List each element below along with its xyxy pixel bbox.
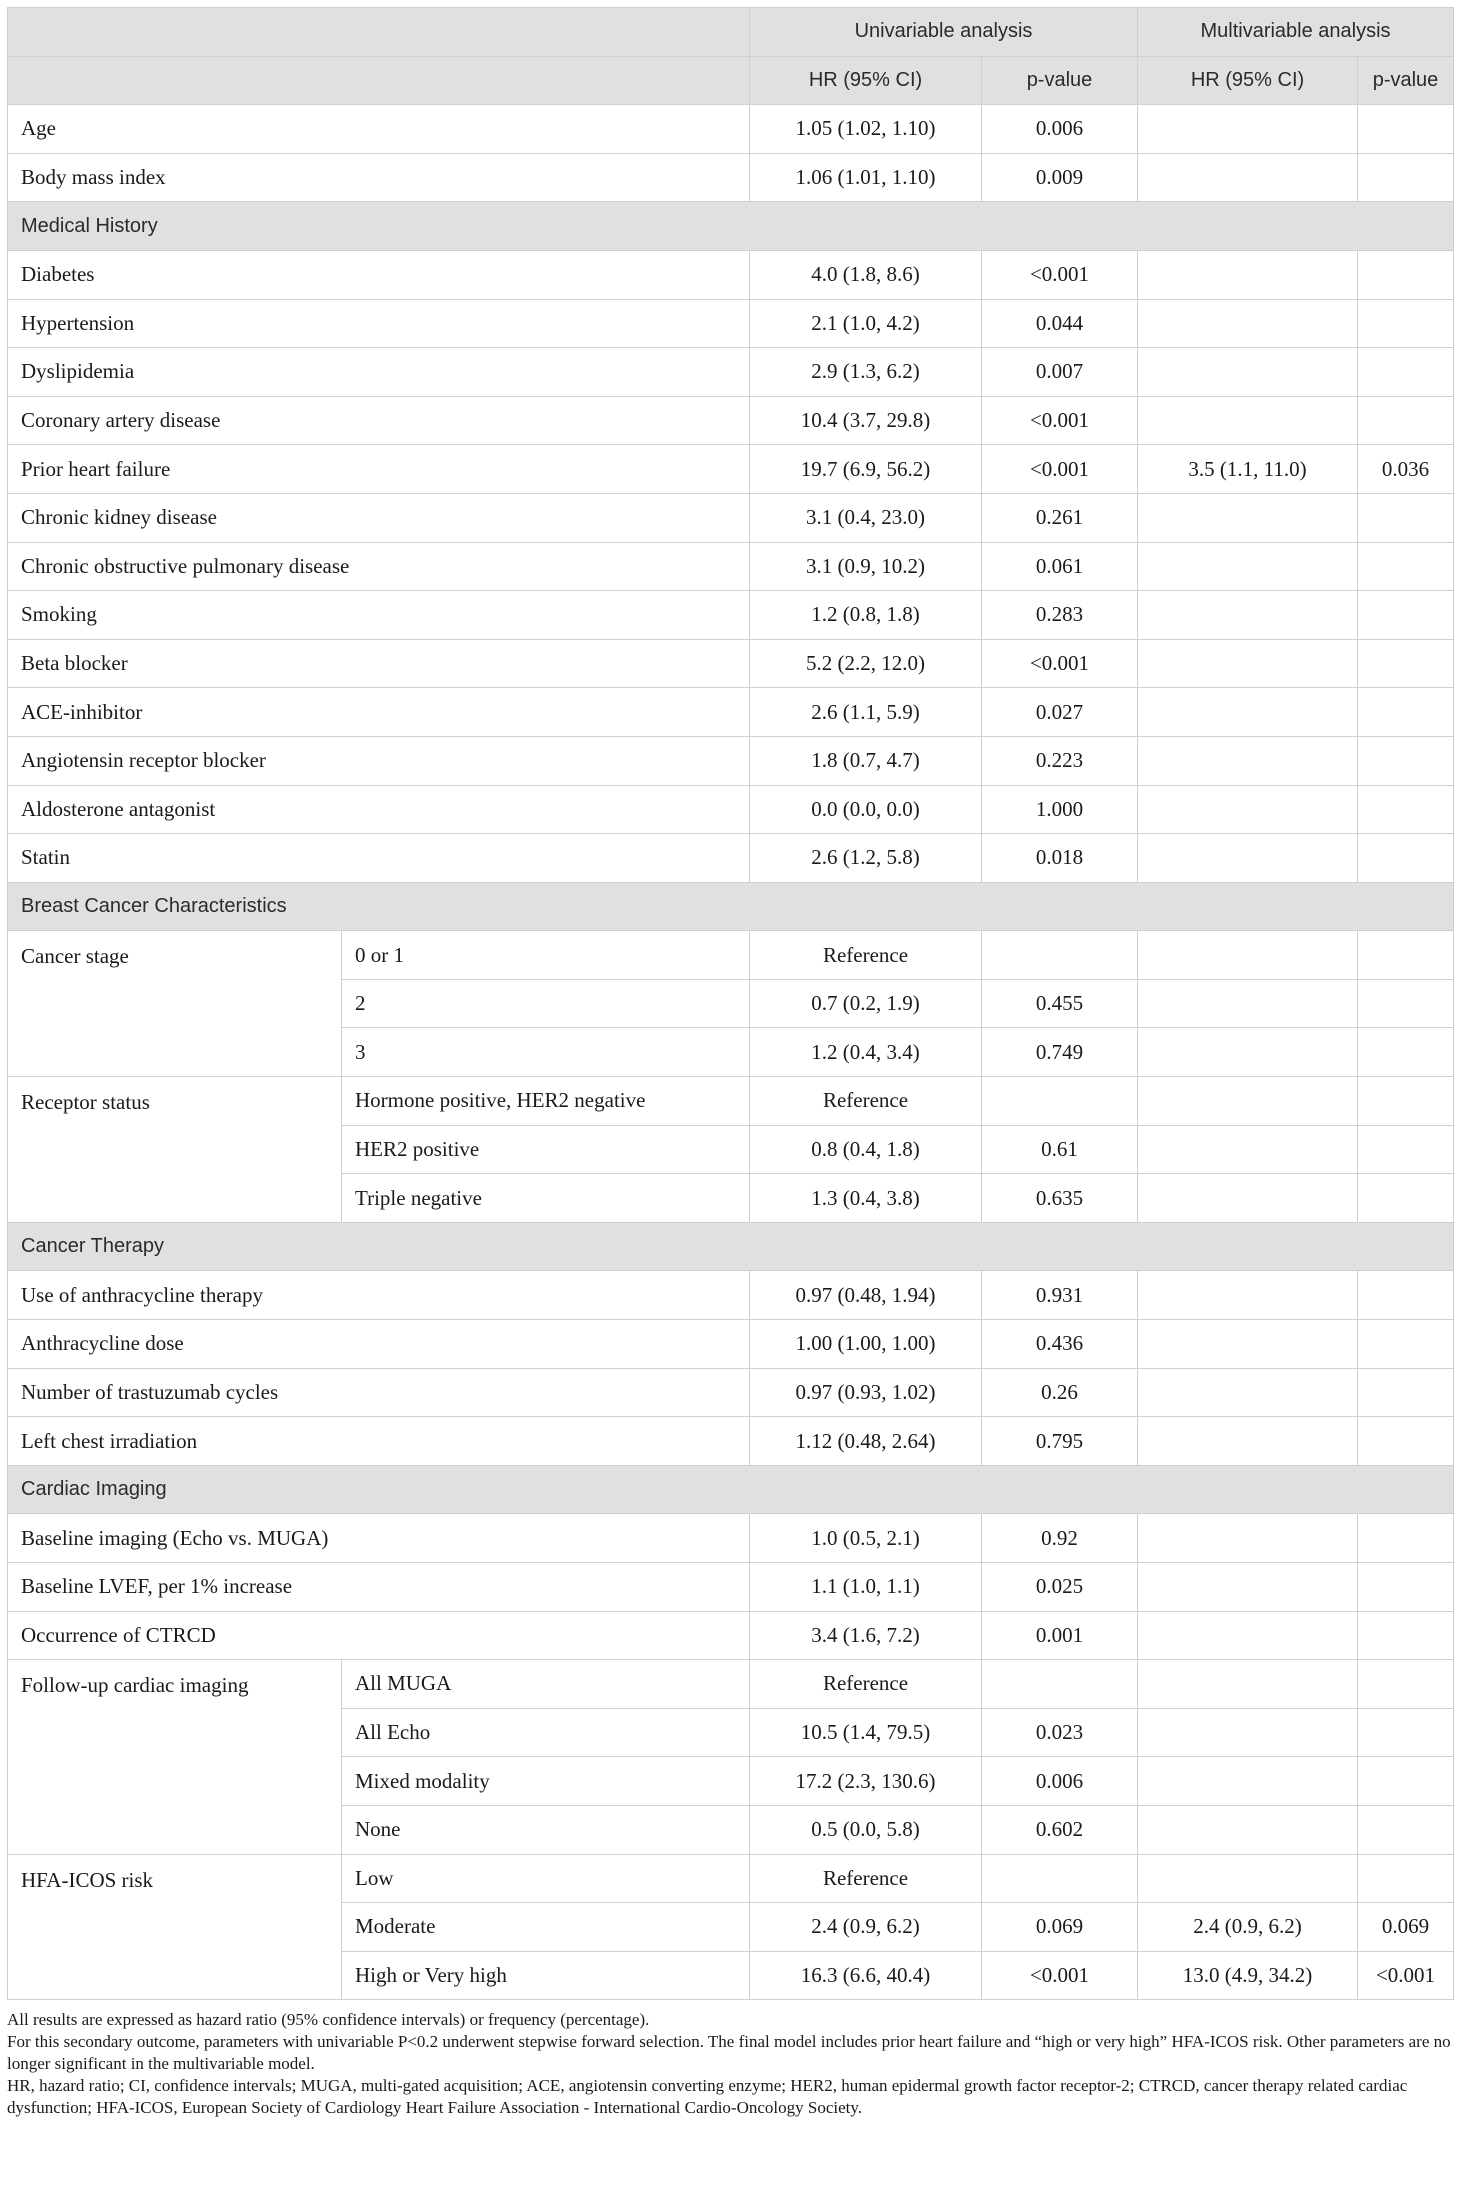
uni-p [982, 1077, 1138, 1126]
uni-p: 0.61 [982, 1125, 1138, 1174]
sub-label: Mixed modality [342, 1757, 750, 1806]
row-label: Occurrence of CTRCD [8, 1611, 750, 1660]
uni-hr: 1.8 (0.7, 4.7) [750, 736, 982, 785]
row-label: ACE-inhibitor [8, 688, 750, 737]
multi-hr: 2.4 (0.9, 6.2) [1138, 1903, 1358, 1952]
multi-hr [1138, 736, 1358, 785]
uni-p: <0.001 [982, 639, 1138, 688]
multi-hr [1138, 688, 1358, 737]
multi-hr [1138, 1320, 1358, 1369]
multi-hr [1138, 299, 1358, 348]
uni-p: 0.009 [982, 153, 1138, 202]
multi-p [1358, 1417, 1454, 1466]
table-row [8, 299, 1454, 348]
row-label: Diabetes [8, 250, 750, 299]
row-label: Baseline imaging (Echo vs. MUGA) [8, 1514, 750, 1563]
uni-hr: 0.97 (0.48, 1.94) [750, 1271, 982, 1320]
table-row [8, 1660, 1454, 1709]
sub-label: HER2 positive [342, 1125, 750, 1174]
uni-p: 0.025 [982, 1563, 1138, 1612]
multi-hr [1138, 1417, 1358, 1466]
table-row [8, 493, 1454, 542]
multi-hr-header: HR (95% CI) [1138, 56, 1358, 105]
multi-p [1358, 736, 1454, 785]
table-row [8, 105, 1454, 154]
table-footnotes [7, 2009, 1453, 2119]
multi-p [1358, 396, 1454, 445]
multi-hr [1138, 1125, 1358, 1174]
row-label: Body mass index [8, 153, 750, 202]
row-label: Receptor status [8, 1077, 342, 1223]
table-row [8, 1563, 1454, 1612]
uni-hr: Reference [750, 1854, 982, 1903]
uni-hr: 3.1 (0.4, 23.0) [750, 493, 982, 542]
multi-p [1358, 1563, 1454, 1612]
section-medical-history: Medical History [8, 202, 1454, 251]
uni-p: 0.018 [982, 834, 1138, 883]
multi-p: 0.069 [1358, 1903, 1454, 1952]
footnote-3: HR, hazard ratio; CI, confidence intervals; MUGA, multi-gated acquisition; ACE, angiotensin converting enzyme; HER2, human epidermal growth factor receptor-2; CTRCD, cancer therapy related cardiac dysfunction; HFA-ICOS, European Society of Cardiology Heart Failure Association - International Cardio-Oncology Society. [7, 2076, 1408, 2118]
multi-hr [1138, 785, 1358, 834]
table-row [8, 1271, 1454, 1320]
footnote-1: All results are expressed as hazard ratio (95% confidence intervals) or frequency (percentage). [7, 2010, 650, 2030]
multi-hr: 3.5 (1.1, 11.0) [1138, 445, 1358, 494]
multi-pvalue-header: p-value [1358, 56, 1454, 105]
multi-hr [1138, 931, 1358, 980]
multi-p [1358, 299, 1454, 348]
multi-hr [1138, 1174, 1358, 1223]
sub-label: High or Very high [342, 1951, 750, 2000]
uni-p [982, 1660, 1138, 1709]
uni-hr: 1.1 (1.0, 1.1) [750, 1563, 982, 1612]
uni-hr: 3.1 (0.9, 10.2) [750, 542, 982, 591]
uni-p: 0.931 [982, 1271, 1138, 1320]
uni-hr: 1.12 (0.48, 2.64) [750, 1417, 982, 1466]
multi-hr [1138, 1660, 1358, 1709]
multivariable-header: Multivariable analysis [1138, 8, 1454, 57]
uni-hr: 10.5 (1.4, 79.5) [750, 1708, 982, 1757]
uni-p: 0.069 [982, 1903, 1138, 1952]
uni-hr: 1.00 (1.00, 1.00) [750, 1320, 982, 1369]
header-blank-2 [8, 56, 750, 105]
table-row [8, 1368, 1454, 1417]
multi-p [1358, 348, 1454, 397]
uni-hr: 1.2 (0.8, 1.8) [750, 591, 982, 640]
multi-p [1358, 688, 1454, 737]
row-label: Smoking [8, 591, 750, 640]
uni-p: 0.023 [982, 1708, 1138, 1757]
sub-label: All MUGA [342, 1660, 750, 1709]
uni-p: 0.044 [982, 299, 1138, 348]
multi-hr [1138, 542, 1358, 591]
table-row [8, 1077, 1454, 1126]
table-row [8, 1417, 1454, 1466]
uni-hr: 3.4 (1.6, 7.2) [750, 1611, 982, 1660]
section-row [8, 1465, 1454, 1514]
uni-hr: 1.0 (0.5, 2.1) [750, 1514, 982, 1563]
multi-p [1358, 1611, 1454, 1660]
uni-hr: 5.2 (2.2, 12.0) [750, 639, 982, 688]
multi-p: <0.001 [1358, 1951, 1454, 2000]
multi-hr [1138, 105, 1358, 154]
uni-hr: 1.2 (0.4, 3.4) [750, 1028, 982, 1077]
uni-hr: Reference [750, 1660, 982, 1709]
multi-hr [1138, 1563, 1358, 1612]
hazard-ratio-table [7, 7, 1454, 2000]
sub-label: Hormone positive, HER2 negative [342, 1077, 750, 1126]
multi-p [1358, 493, 1454, 542]
uni-p: <0.001 [982, 396, 1138, 445]
uni-p: 0.635 [982, 1174, 1138, 1223]
row-label: Cancer stage [8, 931, 342, 1077]
sub-label: Low [342, 1854, 750, 1903]
multi-p [1358, 591, 1454, 640]
table-row [8, 1854, 1454, 1903]
multi-p [1358, 979, 1454, 1028]
uni-p: <0.001 [982, 250, 1138, 299]
multi-p [1358, 1125, 1454, 1174]
multi-hr [1138, 834, 1358, 883]
section-breast-cancer: Breast Cancer Characteristics [8, 882, 1454, 931]
uni-pvalue-header: p-value [982, 56, 1138, 105]
uni-hr: 0.0 (0.0, 0.0) [750, 785, 982, 834]
multi-hr [1138, 1368, 1358, 1417]
uni-p: 0.436 [982, 1320, 1138, 1369]
uni-hr: Reference [750, 931, 982, 980]
section-cardiac-imaging: Cardiac Imaging [8, 1465, 1454, 1514]
sub-label: None [342, 1805, 750, 1854]
sub-label: 2 [342, 979, 750, 1028]
table-row [8, 396, 1454, 445]
uni-p: 0.749 [982, 1028, 1138, 1077]
footnote-2: For this secondary outcome, parameters with univariable P<0.2 underwent stepwise forward selection. The final model includes prior heart failure and “high or very high” HFA-ICOS risk. Other parameters are no longer significant in the multivariable model. [7, 2032, 1451, 2074]
table-row [8, 1611, 1454, 1660]
multi-p [1358, 931, 1454, 980]
uni-hr: 1.3 (0.4, 3.8) [750, 1174, 982, 1223]
sub-label: All Echo [342, 1708, 750, 1757]
row-label: Hypertension [8, 299, 750, 348]
row-label: Angiotensin receptor blocker [8, 736, 750, 785]
univariable-header: Univariable analysis [750, 8, 1138, 57]
uni-hr: 19.7 (6.9, 56.2) [750, 445, 982, 494]
multi-p [1358, 105, 1454, 154]
uni-p: <0.001 [982, 1951, 1138, 2000]
multi-p [1358, 1368, 1454, 1417]
uni-hr: 2.6 (1.1, 5.9) [750, 688, 982, 737]
table-row [8, 834, 1454, 883]
row-label: Dyslipidemia [8, 348, 750, 397]
table-row [8, 688, 1454, 737]
row-label: Baseline LVEF, per 1% increase [8, 1563, 750, 1612]
uni-p: 0.795 [982, 1417, 1138, 1466]
multi-p [1358, 153, 1454, 202]
uni-hr: 2.4 (0.9, 6.2) [750, 1903, 982, 1952]
row-label: Follow-up cardiac imaging [8, 1660, 342, 1854]
uni-p: <0.001 [982, 445, 1138, 494]
table-row [8, 639, 1454, 688]
table-row [8, 250, 1454, 299]
multi-p [1358, 1028, 1454, 1077]
row-label: Prior heart failure [8, 445, 750, 494]
section-row [8, 882, 1454, 931]
uni-p [982, 931, 1138, 980]
multi-p [1358, 1854, 1454, 1903]
multi-p [1358, 1271, 1454, 1320]
multi-p [1358, 1077, 1454, 1126]
uni-hr: 10.4 (3.7, 29.8) [750, 396, 982, 445]
uni-p: 0.007 [982, 348, 1138, 397]
multi-p [1358, 834, 1454, 883]
multi-p [1358, 542, 1454, 591]
multi-hr [1138, 348, 1358, 397]
multi-hr [1138, 1611, 1358, 1660]
multi-hr [1138, 1757, 1358, 1806]
multi-hr: 13.0 (4.9, 34.2) [1138, 1951, 1358, 2000]
uni-p: 0.223 [982, 736, 1138, 785]
row-label: HFA-ICOS risk [8, 1854, 342, 2000]
multi-hr [1138, 1077, 1358, 1126]
multi-hr [1138, 591, 1358, 640]
uni-p: 0.283 [982, 591, 1138, 640]
uni-p: 0.455 [982, 979, 1138, 1028]
row-label: Anthracycline dose [8, 1320, 750, 1369]
sub-label: Triple negative [342, 1174, 750, 1223]
table-row [8, 1514, 1454, 1563]
table-row [8, 348, 1454, 397]
uni-hr: 1.06 (1.01, 1.10) [750, 153, 982, 202]
row-label: Chronic obstructive pulmonary disease [8, 542, 750, 591]
section-row [8, 1222, 1454, 1271]
uni-p: 0.061 [982, 542, 1138, 591]
row-label: Statin [8, 834, 750, 883]
uni-p: 0.261 [982, 493, 1138, 542]
multi-p [1358, 639, 1454, 688]
header-row-2 [8, 56, 1454, 105]
uni-p: 0.92 [982, 1514, 1138, 1563]
uni-hr: 0.97 (0.93, 1.02) [750, 1368, 982, 1417]
uni-hr: Reference [750, 1077, 982, 1126]
header-blank [8, 8, 750, 57]
row-label: Coronary artery disease [8, 396, 750, 445]
uni-p: 0.001 [982, 1611, 1138, 1660]
uni-hr: 2.9 (1.3, 6.2) [750, 348, 982, 397]
multi-hr [1138, 1271, 1358, 1320]
multi-p [1358, 250, 1454, 299]
table-row [8, 1320, 1454, 1369]
table-row [8, 445, 1454, 494]
uni-p: 1.000 [982, 785, 1138, 834]
uni-p: 0.027 [982, 688, 1138, 737]
multi-hr [1138, 979, 1358, 1028]
uni-p: 0.602 [982, 1805, 1138, 1854]
multi-p [1358, 1320, 1454, 1369]
multi-p [1358, 1757, 1454, 1806]
table-container [7, 7, 1453, 2119]
multi-hr [1138, 1854, 1358, 1903]
uni-hr-header: HR (95% CI) [750, 56, 982, 105]
uni-hr: 0.8 (0.4, 1.8) [750, 1125, 982, 1174]
sub-label: 0 or 1 [342, 931, 750, 980]
row-label: Number of trastuzumab cycles [8, 1368, 750, 1417]
row-label: Beta blocker [8, 639, 750, 688]
uni-p: 0.006 [982, 105, 1138, 154]
uni-hr: 1.05 (1.02, 1.10) [750, 105, 982, 154]
section-row [8, 202, 1454, 251]
uni-hr: 0.5 (0.0, 5.8) [750, 1805, 982, 1854]
uni-hr: 2.1 (1.0, 4.2) [750, 299, 982, 348]
table-row [8, 736, 1454, 785]
multi-p [1358, 1805, 1454, 1854]
multi-hr [1138, 1514, 1358, 1563]
uni-hr: 16.3 (6.6, 40.4) [750, 1951, 982, 2000]
multi-p [1358, 785, 1454, 834]
multi-p [1358, 1514, 1454, 1563]
row-label: Age [8, 105, 750, 154]
multi-p [1358, 1708, 1454, 1757]
row-label: Aldosterone antagonist [8, 785, 750, 834]
multi-hr [1138, 153, 1358, 202]
row-label: Left chest irradiation [8, 1417, 750, 1466]
sub-label: 3 [342, 1028, 750, 1077]
multi-p [1358, 1660, 1454, 1709]
uni-hr: 4.0 (1.8, 8.6) [750, 250, 982, 299]
multi-hr [1138, 639, 1358, 688]
table-row [8, 591, 1454, 640]
row-label: Chronic kidney disease [8, 493, 750, 542]
table-row [8, 153, 1454, 202]
multi-hr [1138, 250, 1358, 299]
multi-hr [1138, 1708, 1358, 1757]
table-row [8, 542, 1454, 591]
uni-p [982, 1854, 1138, 1903]
multi-hr [1138, 1805, 1358, 1854]
uni-hr: 17.2 (2.3, 130.6) [750, 1757, 982, 1806]
uni-p: 0.006 [982, 1757, 1138, 1806]
table-row [8, 931, 1454, 980]
sub-label: Moderate [342, 1903, 750, 1952]
row-label: Use of anthracycline therapy [8, 1271, 750, 1320]
multi-hr [1138, 396, 1358, 445]
multi-hr [1138, 493, 1358, 542]
multi-p: 0.036 [1358, 445, 1454, 494]
uni-hr: 2.6 (1.2, 5.8) [750, 834, 982, 883]
table-row [8, 785, 1454, 834]
multi-hr [1138, 1028, 1358, 1077]
uni-p: 0.26 [982, 1368, 1138, 1417]
uni-hr: 0.7 (0.2, 1.9) [750, 979, 982, 1028]
header-row-1 [8, 8, 1454, 57]
multi-p [1358, 1174, 1454, 1223]
section-cancer-therapy: Cancer Therapy [8, 1222, 1454, 1271]
